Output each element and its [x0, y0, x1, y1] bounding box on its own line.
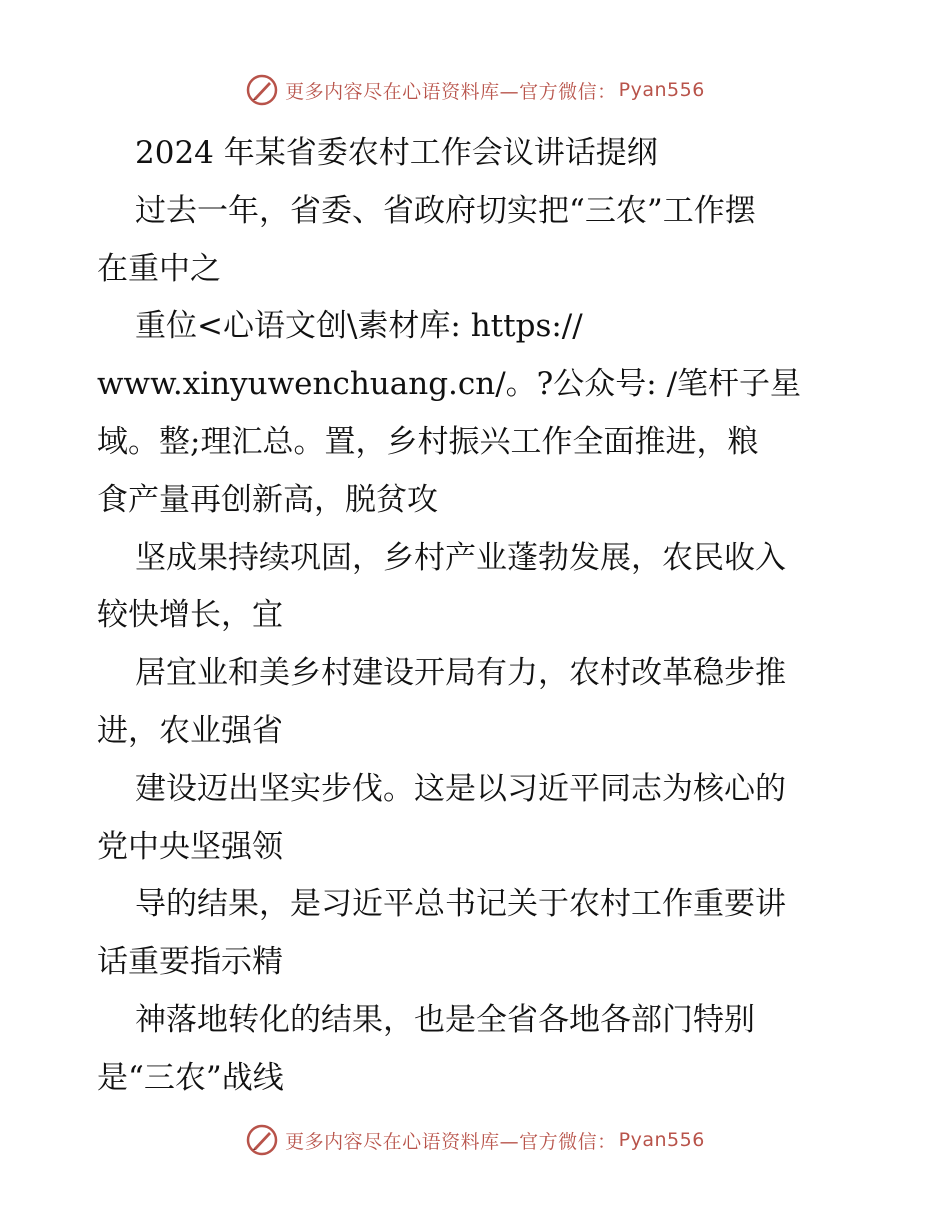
banner-contact: Pyan556 [618, 79, 705, 101]
text-line: 党中央坚强领 [97, 828, 283, 865]
text-line: 较快增长，宜 [97, 597, 283, 634]
text-line: 重位<心语文创\素材库: https:// [135, 308, 583, 345]
document-title: 2024 年某省委农村工作会议讲话提纲 [135, 135, 658, 171]
text-line: 食产量再创新高，脱贫攻 [97, 481, 438, 518]
text-line: 在重中之 [97, 250, 221, 287]
text-line: www.xinyuwenchuang.cn/。?公众号: /笔杆子星 [97, 366, 802, 403]
text-line: 建设迈出坚实步伐。这是以习近平同志为核心的 [135, 770, 786, 807]
text-line: 居宜业和美乡村建设开局有力，农村改革稳步推 [135, 655, 786, 692]
quill-pen-logo-icon [245, 73, 279, 107]
text-line: 进，农业强省 [97, 712, 283, 749]
text-line: 话重要指示精 [97, 944, 283, 981]
banner-contact: Pyan556 [618, 1129, 705, 1151]
text-line: 坚成果持续巩固，乡村产业蓬勃发展，农民收入 [135, 539, 786, 576]
text-line: 域。整;理汇总。置，乡村振兴工作全面推进，粮 [97, 423, 759, 460]
banner-text: 更多内容尽在心语资料库—官方微信： [285, 80, 617, 103]
header-watermark-banner [0, 70, 950, 110]
text-line: 是“三农”战线 [97, 1059, 284, 1096]
quill-pen-logo-icon [245, 1123, 279, 1157]
document-body [97, 125, 867, 1108]
text-line: 导的结果，是习近平总书记关于农村工作重要讲 [135, 886, 786, 923]
text-line: 过去一年，省委、省政府切实把“三农”工作摆 [135, 192, 756, 229]
banner-text: 更多内容尽在心语资料库—官方微信： [285, 1130, 617, 1153]
text-line: 神落地转化的结果，也是全省各地各部门特别 [135, 1001, 755, 1038]
footer-watermark-banner [0, 1120, 950, 1160]
